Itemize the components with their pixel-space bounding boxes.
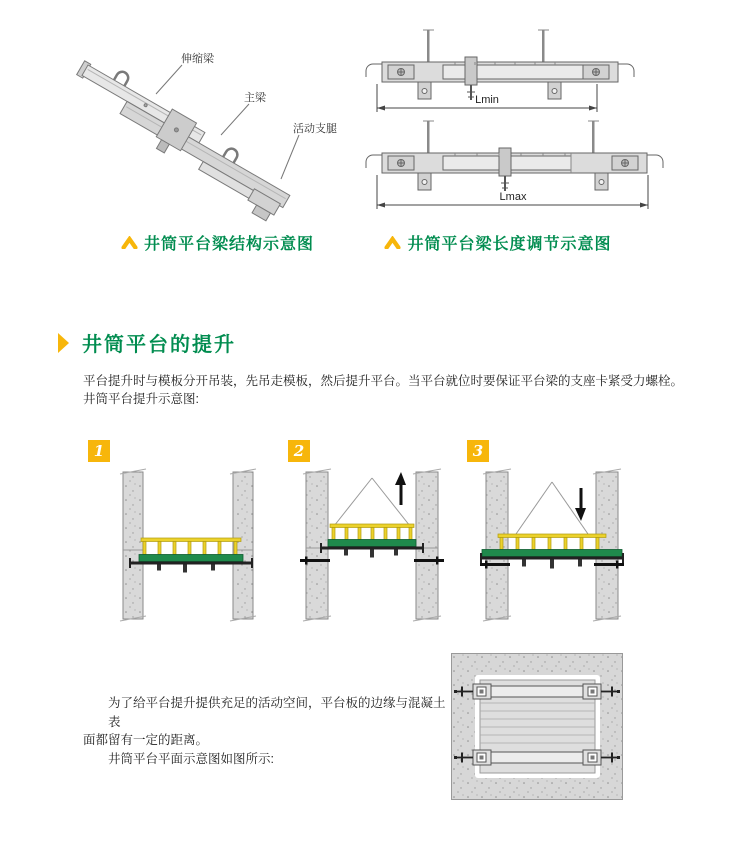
step-badge-2: 2	[288, 440, 310, 462]
isometric-beam	[61, 52, 302, 225]
label-movable-leg: 活动支腿	[293, 123, 337, 135]
paragraph-line: 平台提升时与模板分开吊装，先吊走模板，然后提升平台。当平台就位时要保证平台梁的支座卡紧受力螺栓。	[83, 374, 684, 388]
section-header	[58, 328, 236, 357]
concrete-wall-left	[303, 469, 331, 621]
step-badge-1: 1	[88, 440, 110, 462]
lift-step-2-diagram	[286, 468, 458, 623]
note-line: 面都留有一定的距离。	[83, 733, 209, 747]
lift-step-3-diagram	[466, 468, 638, 623]
beam-structure-diagram	[55, 32, 355, 237]
arrow-down-icon	[575, 488, 586, 521]
beam-view-lmin	[366, 30, 634, 100]
section-title: 井筒平台的提升	[82, 334, 236, 356]
caption-length-adjust	[383, 231, 613, 254]
platform-plan-diagram	[451, 653, 623, 800]
section-paragraph	[83, 372, 703, 408]
beam-view-lmax	[366, 121, 663, 191]
plan-note	[83, 694, 449, 768]
paragraph-line: 井筒平台提升示意图:	[83, 392, 199, 406]
dim-label-lmax: Lmax	[499, 191, 527, 203]
platform-beam-bottom	[454, 750, 620, 765]
label-telescopic-beam: 伸缩梁	[181, 53, 214, 65]
step-badge-3: 3	[467, 440, 489, 462]
label-main-beam: 主梁	[244, 92, 266, 104]
platform	[320, 524, 424, 558]
arrow-up-icon	[395, 472, 406, 505]
note-line: 井筒平台平面示意图如图所示:	[108, 751, 274, 766]
beam-length-diagram	[355, 22, 695, 232]
concrete-wall-left	[483, 469, 511, 621]
concrete-wall-right	[413, 469, 441, 621]
crane-cables	[334, 478, 410, 526]
platform-beam-top	[454, 684, 620, 699]
caption-text: 井筒平台梁长度调节示意图	[407, 236, 612, 253]
triangle-right-icon	[58, 333, 69, 353]
note-line: 为了给平台提升提供充足的活动空间，平台板的边缘与混凝土表	[108, 696, 446, 729]
caption-text: 井筒平台梁结构示意图	[143, 236, 314, 253]
chevron-up-icon	[121, 236, 138, 249]
caption-beam-structure	[105, 231, 330, 254]
concrete-wall-left	[120, 469, 146, 621]
dim-label-lmin: Lmin	[475, 94, 499, 106]
lift-step-1-diagram	[95, 468, 267, 623]
chevron-up-icon	[384, 236, 401, 249]
